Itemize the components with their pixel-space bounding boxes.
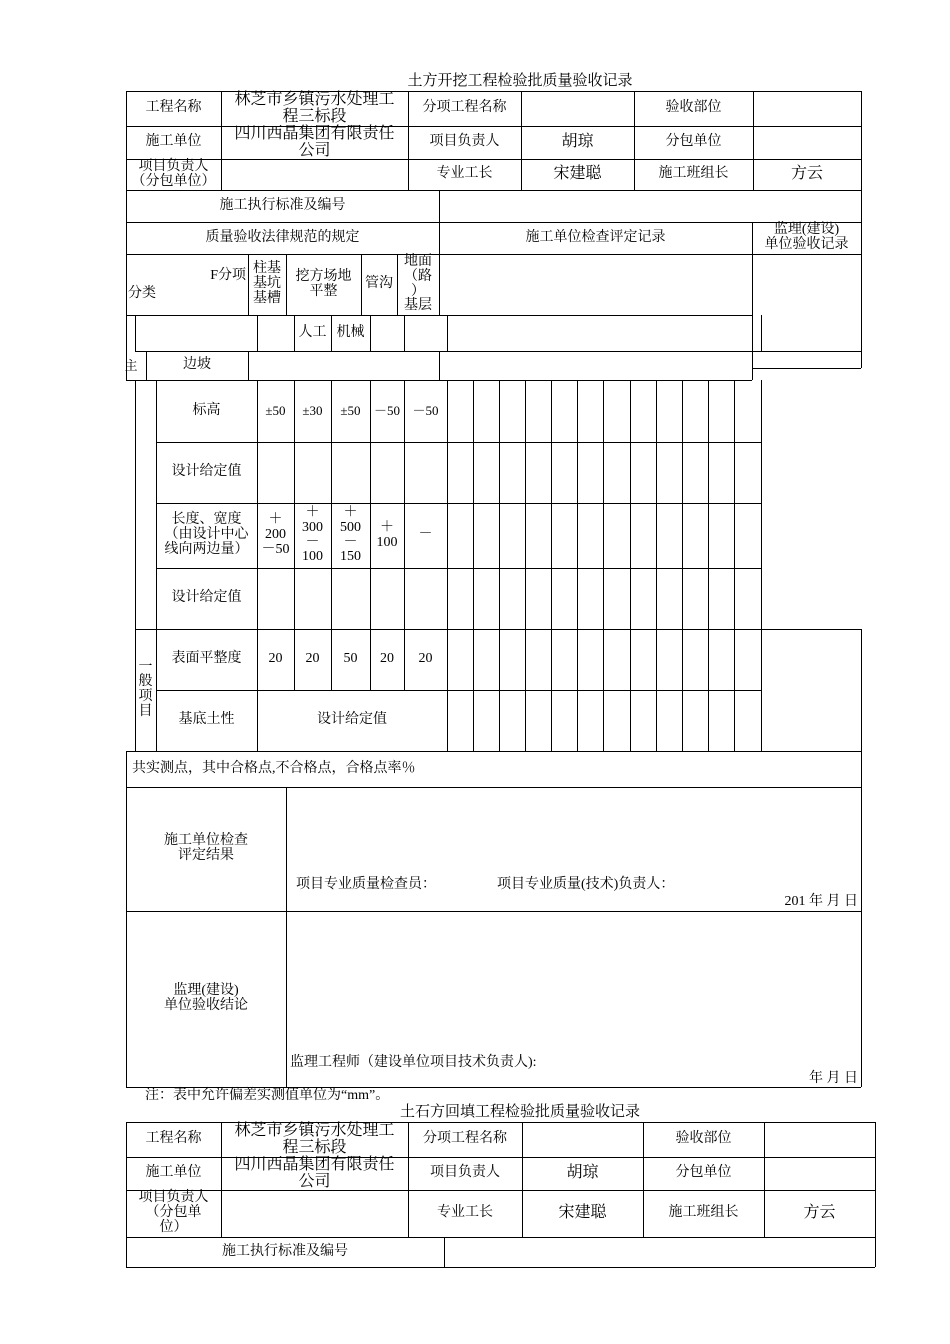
label-subcontract-unit: 分包单位 — [665, 134, 722, 150]
f2-value-foreman: 宋建聪 — [558, 1204, 607, 1222]
label-foreman: 专业工长 — [436, 166, 493, 182]
flatness-value: 20 — [380, 651, 394, 667]
f2-label-foreman: 专业工长 — [437, 1205, 493, 1221]
label-tech-manager: 项目专业质量(技术)负责人： — [497, 876, 675, 892]
length-width-value: ＋ 100 — [376, 519, 398, 550]
label-inspection-record: 施工单位检查评定记录 — [525, 229, 666, 245]
elevation-value: －50 — [412, 403, 439, 419]
label-construction-unit: 施工单位 — [145, 134, 202, 150]
note: 注：表中允许偏差实测值单位为“mm”。 — [145, 1087, 390, 1103]
label-length-width: 长度、宽度 （由设计中心 线向两边量） — [164, 512, 249, 557]
length-width-value: ＋ 200 －50 — [261, 512, 290, 557]
label-flatness: 表面平整度 — [171, 651, 242, 667]
label-project-name: 工程名称 — [145, 100, 202, 116]
label-acceptance-part: 验收部位 — [665, 100, 722, 116]
elevation-value: －50 — [373, 403, 400, 419]
label-supervision-record: 监理(建设) 单位验收记录 — [764, 222, 849, 252]
col-trench: 管沟 — [365, 276, 393, 292]
value-project-manager: 胡琼 — [561, 133, 594, 151]
label-machine: 机械 — [336, 324, 365, 340]
label-sub-manager: 项目负责人 （分包单位） — [131, 158, 216, 189]
elevation-value: ±50 — [340, 403, 361, 419]
label-category: 分类 — [128, 285, 156, 301]
value-project-name: 林芝市乡镇污水处理工 程三标段 — [234, 90, 395, 125]
label-team-leader: 施工班组长 — [658, 166, 729, 182]
flatness-value: 50 — [343, 651, 358, 667]
summary-line: 共实测点，其中合格点,不合格点，合格点率％ — [132, 760, 416, 776]
length-width-value: － — [418, 527, 433, 543]
f2-value-project-name: 林芝市乡镇污水处理工 程三标段 — [234, 1121, 395, 1156]
flatness-value: 20 — [305, 651, 320, 667]
form1-title: 土方开挖工程检验批质量验收记录 — [407, 73, 633, 90]
label-supervision-conclusion: 监理(建设) 单位验收结论 — [164, 983, 248, 1013]
base-soil-design-value: 设计给定值 — [317, 712, 387, 728]
f2-value-team-leader: 方云 — [803, 1204, 836, 1222]
form2-title: 土石方回填工程检验批质量验收记录 — [399, 1104, 640, 1121]
f2-label-construction-unit: 施工单位 — [145, 1165, 202, 1181]
label-regulation: 质量验收法律规范的规定 — [205, 229, 360, 245]
label-design-value: 设计给定值 — [171, 590, 242, 606]
elevation-value: ±30 — [302, 403, 323, 419]
value-team-leader: 方云 — [790, 165, 823, 183]
f2-value-project-manager: 胡琼 — [566, 1164, 599, 1182]
label-engineer: 监理工程师（建设单位项目技术负责人): — [290, 1054, 537, 1070]
elevation-value: ±50 — [265, 403, 286, 419]
label-inspector: 项目专业质量检查员： — [296, 876, 436, 892]
length-width-value: ＋ 300 － 100 — [302, 505, 323, 565]
value-foreman: 宋建聪 — [553, 165, 602, 183]
col-ground: 地面 （路 ） 基层 — [404, 254, 432, 314]
col-site: 挖方场地 平整 — [295, 268, 352, 299]
f2-label-sub-manager: 项目负责人 （分包单 位） — [138, 1190, 209, 1235]
label-standard: 施工执行标准及编号 — [219, 197, 346, 213]
f2-label-subcontract-unit: 分包单位 — [675, 1165, 732, 1181]
f2-label-team-leader: 施工班组长 — [668, 1205, 739, 1221]
f2-label-project-name: 工程名称 — [145, 1131, 202, 1147]
label-general-items: 一 般 项 目 — [138, 659, 153, 719]
label-main-mark: 主 — [124, 357, 138, 373]
f2-label-standard: 施工执行标准及编号 — [222, 1243, 348, 1259]
label-elevation: 标高 — [192, 402, 221, 418]
label-project-manager: 项目负责人 — [429, 134, 500, 150]
label-sub-project: 分项工程名称 — [422, 100, 507, 116]
label-unit-result: 施工单位检查 评定结果 — [164, 833, 248, 863]
label-slope: 边坡 — [183, 357, 211, 373]
f2-label-project-manager: 项目负责人 — [430, 1165, 500, 1181]
label-base-soil: 基底土性 — [178, 712, 235, 728]
f2-label-acceptance-part: 验收部位 — [675, 1131, 732, 1147]
value-construction-unit: 四川西晶集团有限责任 公司 — [234, 124, 395, 159]
date-2: 年 月 日 — [809, 1070, 858, 1086]
label-design-value: 设计给定值 — [171, 464, 242, 480]
date-1: 201 年 月 日 — [784, 893, 858, 909]
label-f-sub: F分项 — [210, 267, 246, 283]
length-width-value: ＋ 500 － 150 — [340, 505, 361, 565]
col-pit: 柱基 基坑 基槽 — [253, 261, 281, 306]
f2-label-sub-project: 分项工程名称 — [423, 1131, 507, 1147]
flatness-value: 20 — [418, 651, 433, 667]
flatness-value: 20 — [268, 651, 283, 667]
label-manual: 人工 — [298, 324, 327, 340]
f2-value-construction-unit: 四川西晶集团有限责任 公司 — [234, 1155, 395, 1190]
